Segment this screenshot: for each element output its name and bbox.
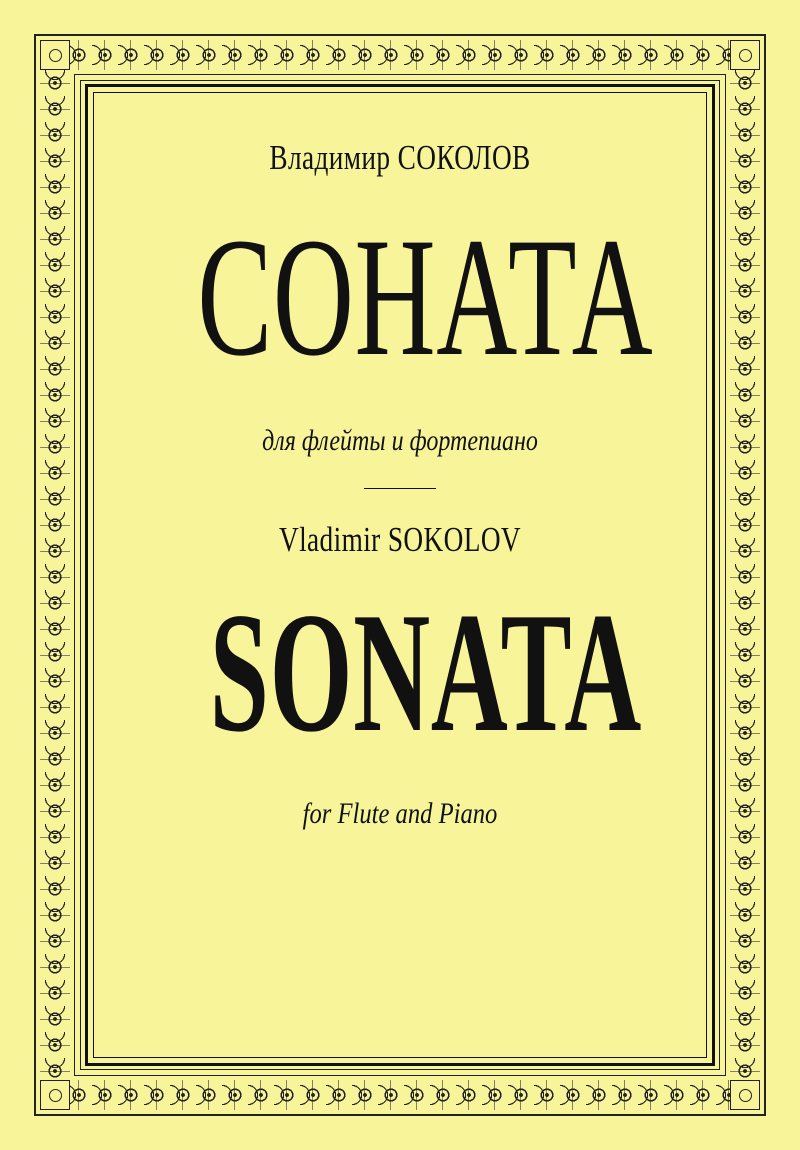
ornament-band-top: [40, 40, 760, 70]
corner-rosette-icon: [40, 40, 70, 70]
ornament-band-bottom: [40, 1080, 760, 1110]
title-english: SONATA: [209, 578, 642, 768]
title-panel: [93, 92, 707, 1058]
ornament-band-left: [40, 70, 70, 1080]
corner-rosette-icon: [730, 1080, 760, 1110]
author-name-english: Vladimir SOKOLOV: [278, 520, 522, 559]
ornament-band-right: [730, 70, 760, 1080]
corner-rosette-icon: [730, 40, 760, 70]
divider-rule: [364, 488, 436, 489]
instrumentation-english: for Flute and Piano: [302, 797, 498, 830]
instrumentation-russian: для флейты и фортепиано: [262, 424, 538, 457]
corner-rosette-icon: [40, 1080, 70, 1110]
author-name-russian: Владимир СОКОЛОВ: [269, 138, 531, 177]
title-russian: СОНАТА: [197, 203, 654, 391]
